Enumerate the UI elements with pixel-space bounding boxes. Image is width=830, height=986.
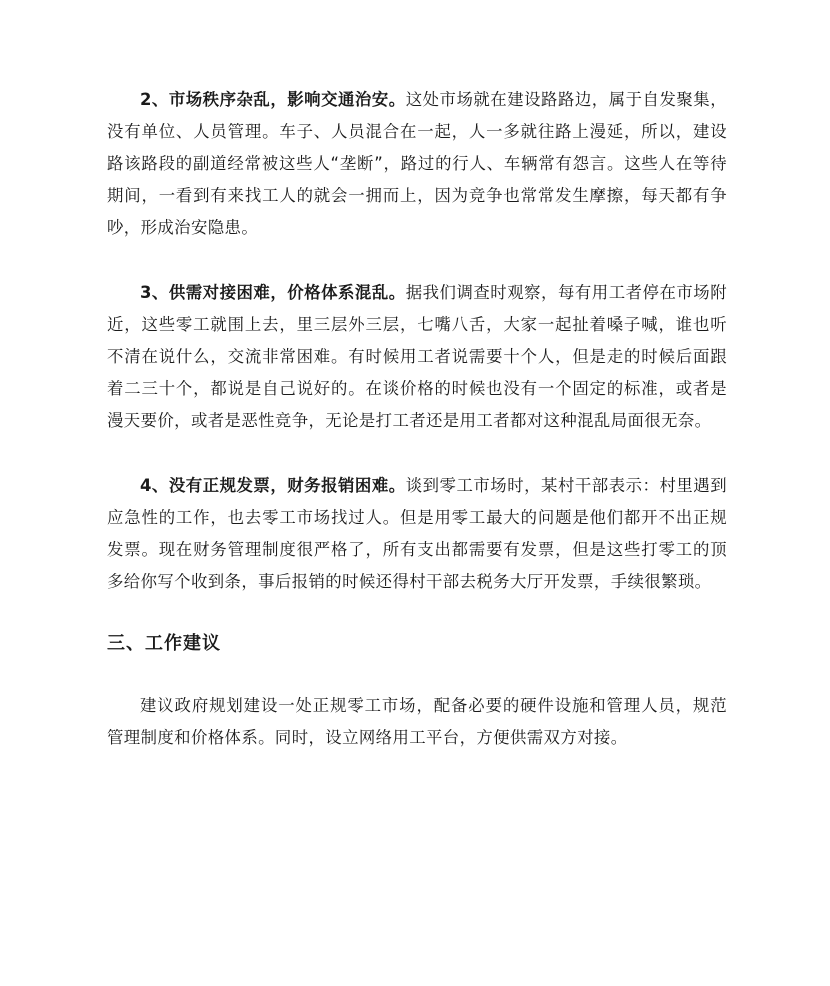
paragraph-spacer: [107, 660, 727, 690]
paragraph-supply-demand: [107, 277, 727, 437]
paragraph-spacer: [107, 598, 727, 628]
paragraph-heading: 4、没有正规发票，财务报销困难。: [140, 476, 406, 495]
paragraph-market-order: [107, 84, 727, 244]
paragraph-heading: 2、市场秩序杂乱，影响交通治安。: [140, 90, 406, 109]
paragraph-text: 谈到零工市场时，某村干部表示：村里遇到应急性的工作，也去零工市场找过人。但是用零工最大的问题是他们都开不出正规发票。现在财务管理制度很严格了，所有支出都需要有发票，但是这些打零工的顶多给你写个收到条，事后报销的时候还得村干部去税务大厅开发票，手续很繁琐。: [107, 476, 727, 591]
section-title: 三、工作建议: [107, 633, 221, 654]
paragraph-recommendation: 建议政府规划建设一处正规零工市场，配备必要的硬件设施和管理人员，规范管理制度和价格体系。同时，设立网络用工平台，方便供需双方对接。: [107, 696, 727, 747]
document-body: [107, 84, 727, 754]
paragraph-spacer: [107, 244, 727, 277]
paragraph-heading: 3、供需对接困难，价格体系混乱。: [140, 283, 406, 302]
paragraph-text: 据我们调查时观察，每有用工者停在市场附近，这些零工就围上去，里三层外三层，七嘴八舌，大家一起扯着嗓子喊，谁也听不清在说什么，交流非常困难。有时候用工者说需要十个人，但是走的时候后面跟着二三十个，都说是自己说好的。在谈价格的时候也没有一个固定的标准，或者是漫天要价，或者是恶性竞争，无论是打工者还是用工者都对这种混乱局面很无奈。: [107, 283, 727, 430]
paragraph-text: 这处市场就在建设路路边，属于自发聚集，没有单位、人员管理。车子、人员混合在一起，人一多就往路上漫延，所以，建设路该路段的副道经常被这些人“垄断”，路过的行人、车辆常有怨言。这些人在等待期间，一看到有来找工人的就会一拥而上，因为竞争也常常发生摩擦，每天都有争吵，形成治安隐患。: [107, 90, 727, 237]
paragraph-invoices: [107, 470, 727, 598]
paragraph-spacer: [107, 437, 727, 470]
